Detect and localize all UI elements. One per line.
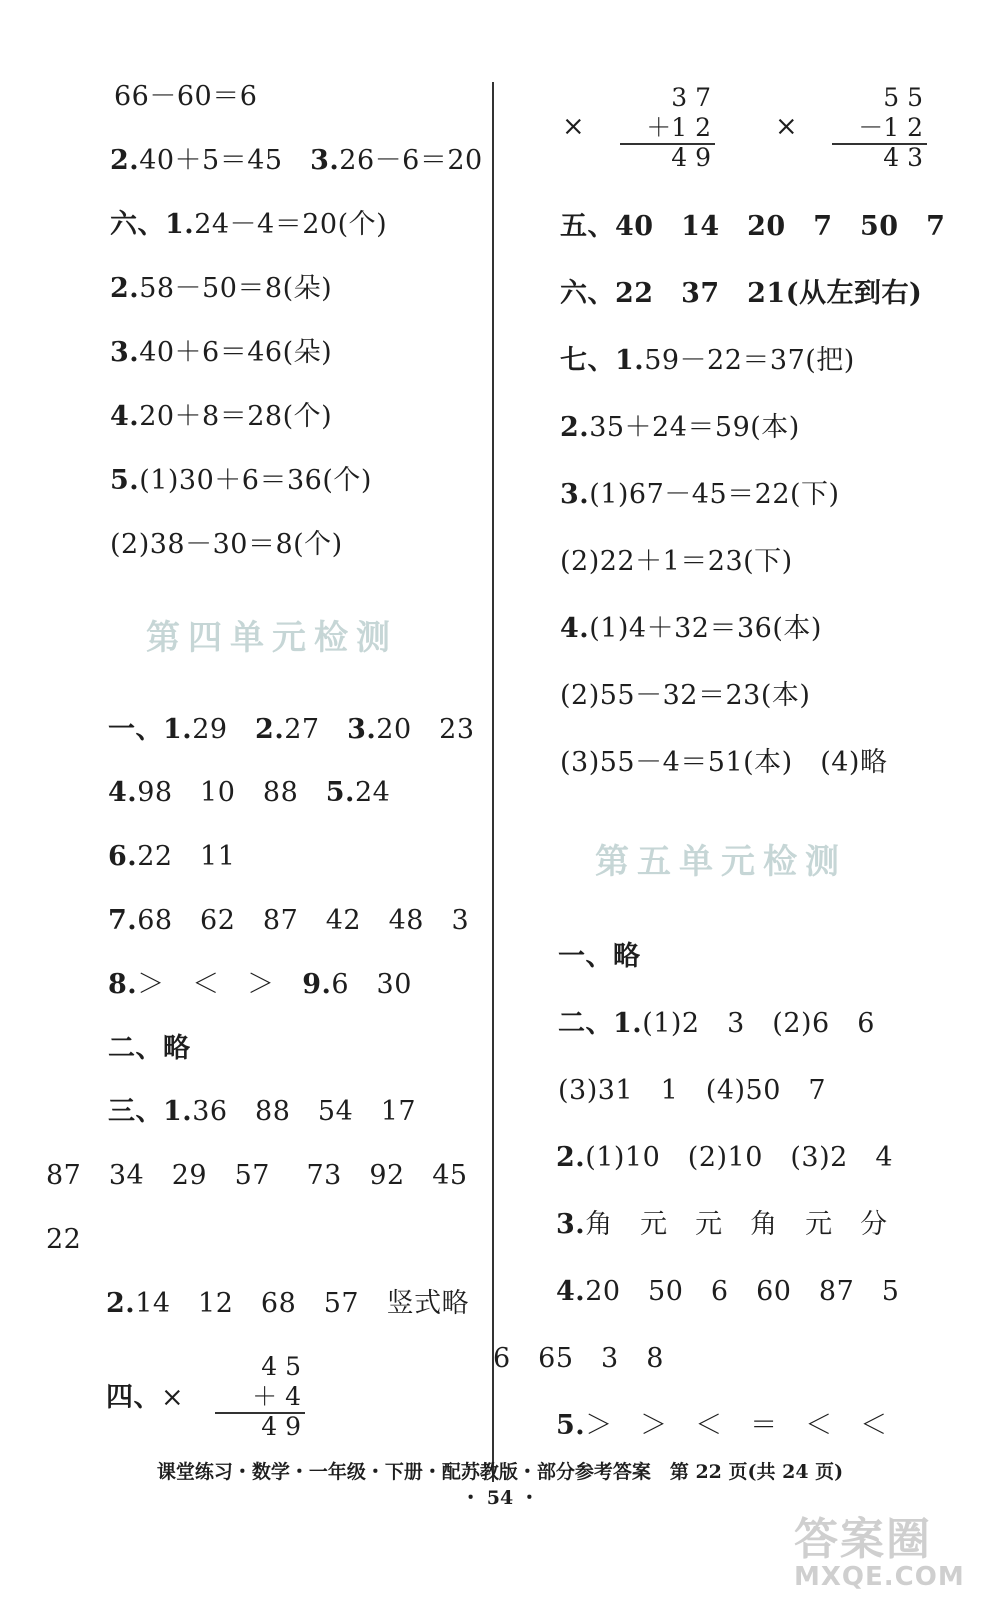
section-prefix: 七、 <box>560 345 615 376</box>
answer-line <box>110 528 343 562</box>
answer-text: 24 <box>354 777 391 808</box>
section-heading: 第四单元检测 <box>146 618 398 658</box>
item-number: 3. <box>556 1209 586 1240</box>
item-number: 2. <box>110 273 140 304</box>
item-number: 4. <box>556 1276 586 1307</box>
section-prefix: 四、 <box>106 1382 161 1413</box>
answer-line <box>108 840 235 874</box>
answer-text: 22 11 <box>137 841 236 872</box>
answer-line <box>110 144 483 178</box>
answer-line <box>114 80 257 114</box>
answer-text: 22 <box>46 1224 82 1255</box>
answer-line <box>108 776 390 810</box>
vertical-result: 4 3 <box>883 143 923 172</box>
item-number: 3. <box>310 145 340 176</box>
item-number: 2. <box>255 714 285 745</box>
answer-text: 36 88 54 17 <box>192 1096 417 1127</box>
answer-text: 二、略 <box>108 1033 191 1064</box>
answer-line: 五、40 14 20 7 50 7 <box>560 211 946 242</box>
item-number: 3. <box>110 337 140 368</box>
item-number: 1. <box>163 714 193 745</box>
item-number: 4. <box>108 777 138 808</box>
answer-line <box>110 336 332 370</box>
answer-line <box>106 1287 469 1321</box>
vertical-second-operand: ＋ 4 <box>252 1382 301 1411</box>
item-number: 4. <box>110 401 140 432</box>
answer-line <box>556 1141 893 1175</box>
answer-line <box>110 464 372 498</box>
item-number: 5. <box>325 777 355 808</box>
answer-text: (1)2 3 (2)6 6 <box>642 1008 875 1039</box>
answer-text: (1)10 (2)10 (3)2 4 <box>585 1142 893 1173</box>
vertical-calculation <box>620 83 715 173</box>
answer-text: ＞ ＞ ＜ ＝ ＜ ＜ <box>585 1410 888 1441</box>
answer-text: 68 62 87 42 48 3 <box>137 905 470 936</box>
answer-text: 14 12 68 57 竖式略 <box>135 1288 470 1319</box>
item-number: 9. <box>302 969 332 1000</box>
answer-line <box>560 612 822 646</box>
answer-line <box>493 1342 664 1376</box>
item-number: 4. <box>560 613 590 644</box>
answer-line <box>556 1208 888 1242</box>
wrong-mark: × <box>775 111 799 142</box>
section-prefix: 二、 <box>558 1008 613 1039</box>
vertical-result: 4 9 <box>671 143 711 172</box>
answer-text: 35＋24＝59(本) <box>589 412 800 443</box>
answer-text: (1)67－45＝22(下) <box>589 479 840 510</box>
vertical-second-operand: －1 2 <box>858 113 923 142</box>
answer-line <box>108 904 469 938</box>
answer-line <box>110 400 332 434</box>
answer-text: 26－6＝20 <box>339 145 483 176</box>
item-number: 5. <box>556 1410 586 1441</box>
answer-text: 24－4＝20(个) <box>194 209 388 240</box>
answer-text: (1)30＋6＝36(个) <box>139 465 372 496</box>
item-number: 3. <box>560 479 590 510</box>
answer-text: 40＋5＝45 <box>139 145 283 176</box>
section-prefix: 六、 <box>110 209 165 240</box>
item-number: 1. <box>165 209 195 240</box>
vertical-calculation <box>832 83 927 173</box>
answer-text: 29 <box>192 714 228 745</box>
answer-line <box>558 1074 826 1108</box>
answer-text: (2)55－32＝23(本) <box>560 680 811 711</box>
item-number: 1. <box>615 345 645 376</box>
answer-line <box>560 679 810 713</box>
site-watermark <box>794 1514 984 1596</box>
watermark-url: MXQE.COM <box>794 1562 965 1592</box>
answer-line <box>110 272 332 306</box>
item-number: 2. <box>556 1142 586 1173</box>
item-number: 1. <box>613 1008 643 1039</box>
answer-line <box>556 1275 899 1309</box>
answer-text: 27 <box>284 714 320 745</box>
item-number: 2. <box>106 1288 136 1319</box>
item-number: 8. <box>108 969 138 1000</box>
answer-text: (2)38－30＝8(个) <box>110 529 343 560</box>
vertical-top-operand: 3 7 <box>671 83 711 112</box>
answer-text: 20 23 <box>376 714 475 745</box>
answer-line <box>560 344 855 378</box>
answer-line <box>110 208 387 242</box>
item-number: 2. <box>560 412 590 443</box>
vertical-top-operand: 4 5 <box>261 1352 301 1381</box>
item-number: 2. <box>110 145 140 176</box>
answer-line <box>560 411 800 445</box>
answer-text: ＞ ＜ ＞ <box>137 969 275 1000</box>
vertical-calculation <box>215 1352 305 1442</box>
answer-line <box>106 1381 184 1415</box>
page-number: ・ 54 ・ <box>461 1487 539 1509</box>
answer-text: 20 50 6 60 87 5 <box>585 1276 900 1307</box>
answer-line: 六、22 37 21(从左到右) <box>560 278 923 309</box>
vertical-result: 4 9 <box>261 1412 301 1441</box>
section-prefix: 三、 <box>108 1096 163 1127</box>
answer-line <box>560 746 887 780</box>
item-number: 5. <box>110 465 140 496</box>
answer-line <box>108 1032 191 1066</box>
answer-line <box>558 1007 875 1041</box>
answer-text: 98 10 88 <box>137 777 299 808</box>
page-footer: 课堂练习・数学・一年级・下册・配苏教版・部分参考答案 第 22 页(共 24 页) <box>156 1461 844 1483</box>
item-number: 1. <box>163 1096 193 1127</box>
item-number: 6. <box>108 841 138 872</box>
answer-line <box>560 545 793 579</box>
answer-text: 58－50＝8(朵) <box>139 273 333 304</box>
answer-line <box>560 478 840 512</box>
section-prefix: 一、 <box>108 714 163 745</box>
answer-text: (2)22＋1＝23(下) <box>560 546 793 577</box>
answer-text: 角 元 元 角 元 分 <box>585 1209 888 1240</box>
answer-line: 一、略 <box>558 941 641 972</box>
answer-line <box>108 968 412 1002</box>
vertical-second-operand: ＋1 2 <box>646 113 711 142</box>
wrong-mark: × <box>562 111 586 142</box>
answer-line <box>556 1409 888 1443</box>
left-column <box>0 0 495 1500</box>
answer-text: 59－22＝37(把) <box>644 345 855 376</box>
answer-text: 66－60＝6 <box>114 81 258 112</box>
answer-line <box>108 713 475 747</box>
answer-text: 87 34 29 57 73 92 45 <box>46 1160 468 1191</box>
answer-line <box>46 1159 468 1193</box>
answer-line <box>108 1095 416 1129</box>
vertical-top-operand: 5 5 <box>883 83 923 112</box>
item-number: 3. <box>347 714 377 745</box>
answer-text: 20＋8＝28(个) <box>139 401 333 432</box>
answer-line <box>46 1223 81 1257</box>
answer-text: (1)4＋32＝36(本) <box>589 613 822 644</box>
answer-text: 6 65 3 8 <box>493 1343 664 1374</box>
watermark-logo-text: 答案圈 <box>794 1514 932 1565</box>
section-heading: 第五单元检测 <box>595 842 847 882</box>
answer-text: 6 30 <box>331 969 412 1000</box>
answer-text: 40＋6＝46(朵) <box>139 337 333 368</box>
answer-text: (3)55－4＝51(本) (4)略 <box>560 747 888 778</box>
wrong-mark: × <box>161 1382 185 1413</box>
answer-text: (3)31 1 (4)50 7 <box>558 1075 827 1106</box>
item-number: 7. <box>108 905 138 936</box>
